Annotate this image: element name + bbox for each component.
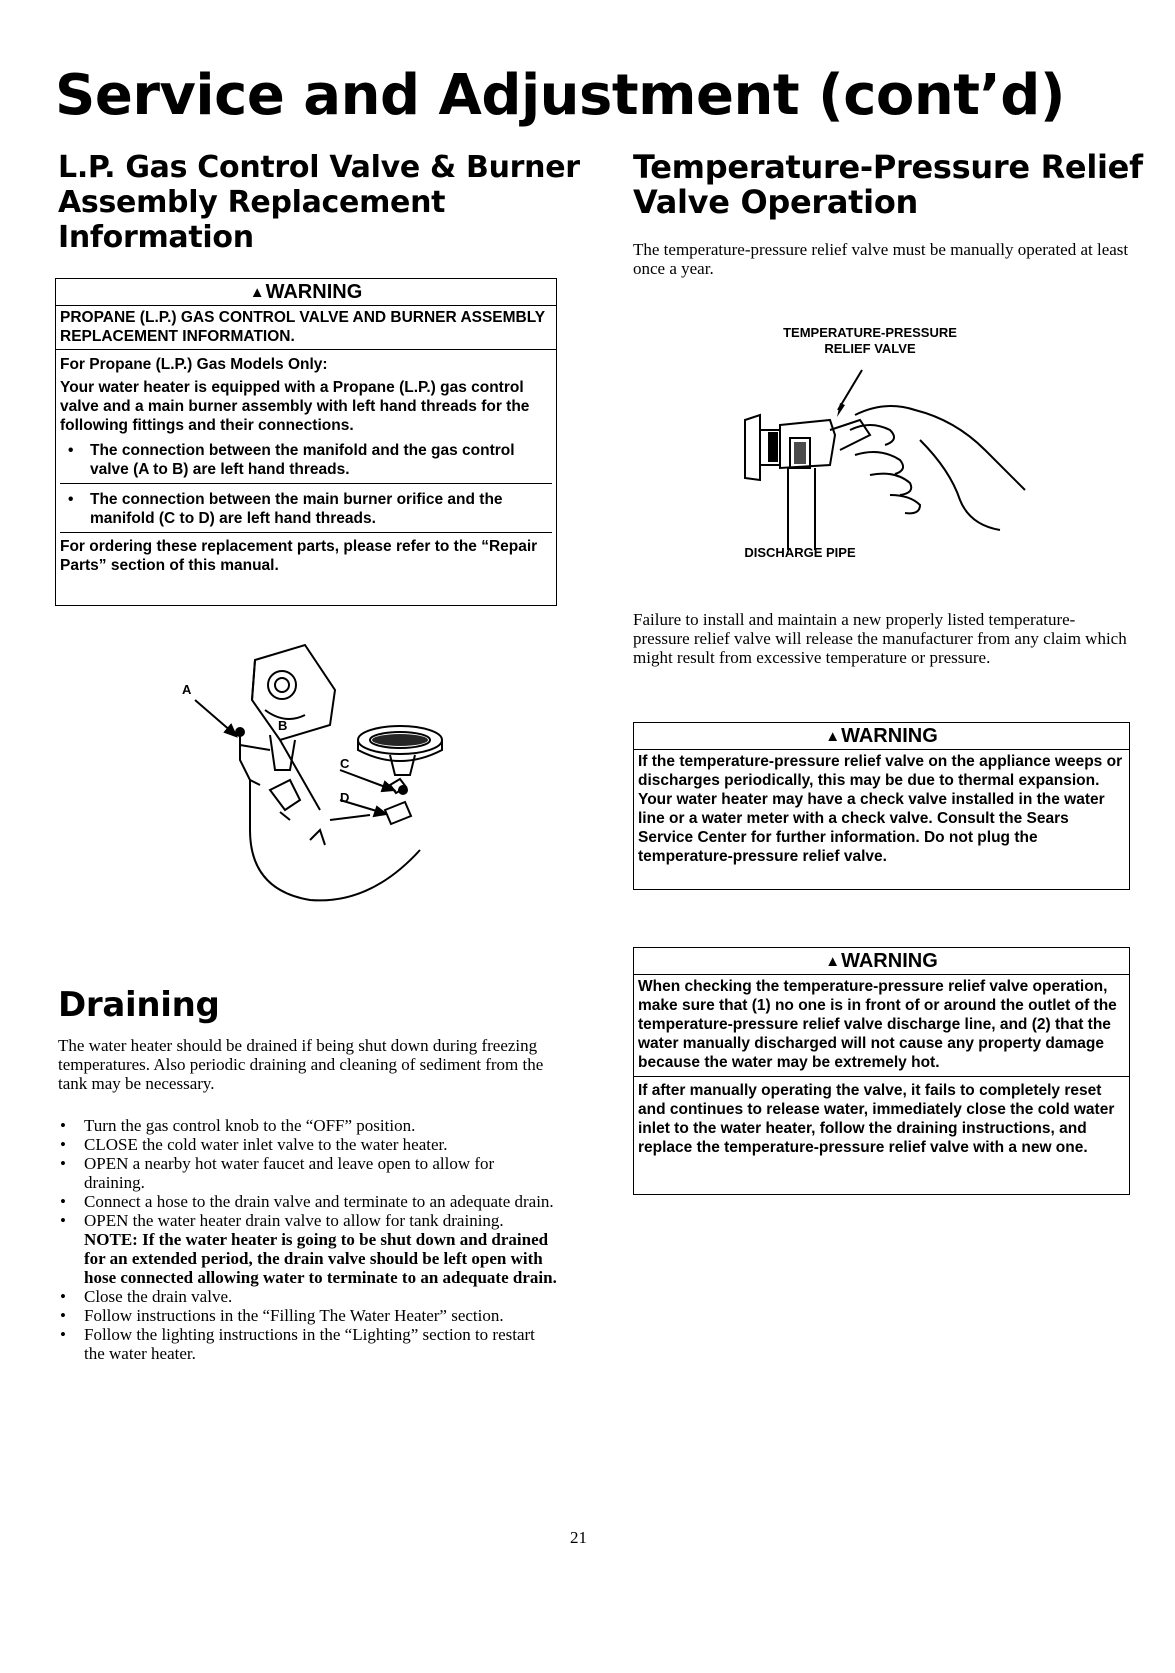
lp-heading-line: L.P. Gas Control Valve & Burner [58, 150, 580, 185]
warning-lead: PROPANE (L.P.) GAS CONTROL VALVE AND BURNER ASSEMBLY REPLACEMENT INFORMATION. [56, 308, 556, 350]
page-title: Service and Adjustment (cont’d) [55, 63, 1065, 128]
warning-divider [634, 1076, 1129, 1077]
tp-failure-text: Failure to install and maintain a new properly listed temperature-pressure relief valve will release the manufacturer from any claim which might result from excessive temperature or pressure. [633, 610, 1127, 667]
draining-step: • Close the drain valve. [58, 1287, 558, 1306]
gas-valve-burner-diagram [170, 640, 470, 920]
diagram-label-c: C [340, 756, 350, 771]
discharge-pipe-label: DISCHARGE PIPE [744, 545, 856, 560]
warning-text: If after manually operating the valve, it fails to completely reset and continues to release water, immediately close the cold water inlet to the water heater, follow the draining instructions, and replace the temperature-pressure relief valve with a new one. [638, 1082, 1115, 1156]
draining-step-text: OPEN the water heater drain valve to allow for tank draining. [84, 1211, 504, 1230]
diagram-label-b: B [278, 718, 288, 733]
diagram-label-d: D [340, 790, 350, 805]
warning-label: WARNING [841, 725, 938, 747]
draining-heading: Draining [58, 985, 220, 1025]
draining-step: • CLOSE the cold water inlet valve to the water heater. [58, 1135, 558, 1154]
draining-step: • Follow the lighting instructions in the “Lighting” section to restart the water heater. [58, 1325, 558, 1363]
warning-models-line: For Propane (L.P.) Gas Models Only: [60, 356, 328, 373]
warning-header [634, 723, 1129, 750]
warning-intro: Your water heater is equipped with a Propane (L.P.) gas control valve and a main burner assembly with left hand threads for the following fittings and their connections. [60, 379, 530, 434]
tp-valve-diagram [720, 325, 1040, 565]
warning-triangle-icon: ▲ [825, 953, 841, 970]
warning-label: WARNING [265, 281, 363, 303]
lp-warning-box [55, 278, 557, 606]
warning-text: When checking the temperature-pressure relief valve operation, make sure that (1) no one is in front of or around the outlet of the temperature-pressure relief valve discharge line, and (2) that the water manually discharged will not cause any property damage because the water may be extremely hot. [638, 978, 1117, 1071]
draining-step: • OPEN a nearby hot water faucet and leave open to allow for draining. [58, 1154, 558, 1192]
warning-list [60, 441, 552, 533]
warning-list-item: • The connection between the main burner orifice and the manifold (C to D) are left hand threads. [60, 490, 552, 533]
tp-intro: The temperature-pressure relief valve must be manually operated at least once a year. [633, 240, 1129, 278]
warning-list-item: • The connection between the manifold and the gas control valve (A to B) are left hand threads. [60, 441, 552, 484]
warning-header [634, 948, 1129, 975]
draining-intro: The water heater should be drained if being shut down during freezing temperatures. Also periodic draining and cleaning of sediment from the tank may be necessary. [58, 1036, 544, 1093]
tp-heading-line: Temperature-Pressure Relief [633, 148, 1143, 186]
tp-check-warning-box [633, 947, 1130, 1195]
lp-section-heading [58, 150, 580, 255]
tp-valve-label [760, 325, 980, 357]
draining-step: • Connect a hose to the drain valve and terminate to an adequate drain. [58, 1192, 558, 1211]
tp-valve-illustration [720, 360, 1040, 560]
warning-header [56, 279, 556, 306]
tp-heading-line: Valve Operation [633, 183, 919, 221]
draining-step: • Turn the gas control knob to the “OFF” position. [58, 1116, 558, 1135]
gas-valve-illustration [170, 640, 470, 920]
tp-valve-label-line: RELIEF VALVE [824, 341, 916, 356]
draining-steps [58, 1116, 558, 1363]
warning-footer: For ordering these replacement parts, please refer to the “Repair Parts” section of this manual. [60, 538, 538, 574]
lp-heading-line: Assembly Replacement [58, 185, 446, 220]
warning-label: WARNING [841, 950, 938, 972]
warning-triangle-icon: ▲ [249, 284, 265, 301]
tp-valve-label-line: TEMPERATURE-PRESSURE [783, 325, 957, 340]
draining-step: • Follow instructions in the “Filling The Water Heater” section. [58, 1306, 558, 1325]
diagram-label-a: A [182, 682, 192, 697]
draining-step [58, 1211, 558, 1287]
draining-note: NOTE: If the water heater is going to be shut down and drained for an extended period, the drain valve should be left open with hose connected allowing water to terminate to an adequate drain. [84, 1230, 557, 1287]
warning-text: If the temperature-pressure relief valve on the appliance weeps or discharges periodically, this may be due to thermal expansion. Your water heater may have a check valve installed in the water line or a water meter with a check valve. Consult the Sears Service Center for further information. Do not plug the temperature-pressure relief valve. [638, 753, 1123, 865]
warning-triangle-icon: ▲ [825, 728, 841, 745]
lp-heading-line: Information [58, 220, 254, 255]
tp-section-heading [633, 150, 1143, 220]
tp-thermal-warning-box [633, 722, 1130, 890]
page-number: 21 [570, 1528, 587, 1547]
